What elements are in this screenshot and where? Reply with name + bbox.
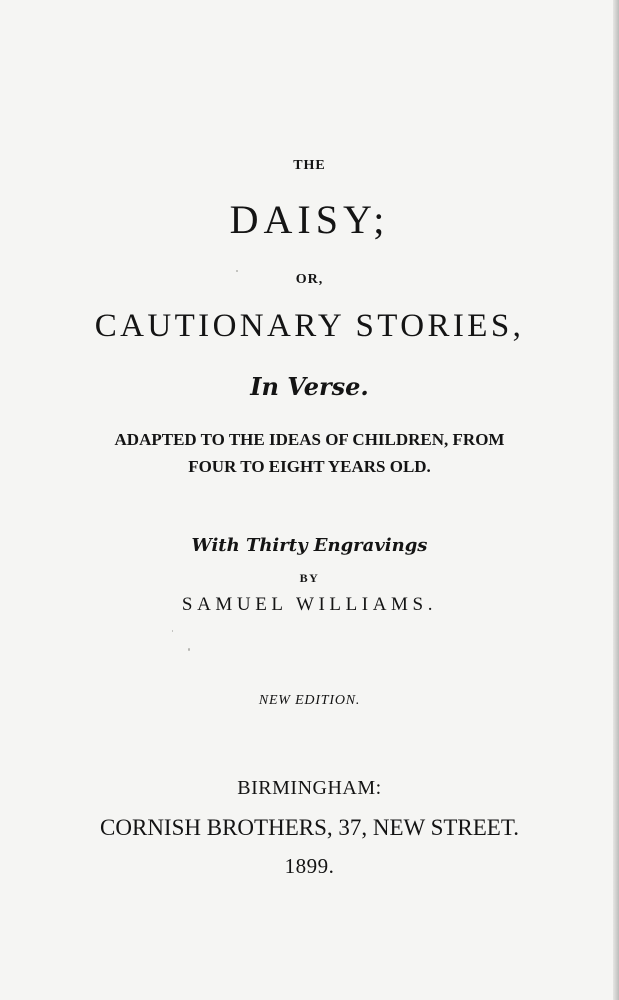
audience-line-1: ADAPTED TO THE IDEAS OF CHILDREN, FROM bbox=[114, 430, 505, 449]
edition-label: NEW EDITION. bbox=[258, 693, 361, 708]
page-edge-shadow bbox=[613, 0, 619, 1000]
in-verse-label: In Verse. bbox=[250, 372, 369, 401]
by-label: BY bbox=[299, 571, 320, 585]
book-subtitle: CAUTIONARY STORIES, bbox=[94, 308, 525, 344]
paper-speck bbox=[188, 648, 190, 651]
publication-year: 1899. bbox=[284, 854, 335, 878]
engravings-note: With Thirty Engravings bbox=[191, 535, 428, 556]
book-title: DAISY; bbox=[229, 197, 390, 242]
paper-speck bbox=[172, 630, 173, 632]
publisher-city: BIRMINGHAM: bbox=[237, 777, 382, 799]
title-article: THE bbox=[293, 158, 326, 173]
audience-line-2: FOUR TO EIGHT YEARS OLD. bbox=[188, 457, 431, 476]
publisher-name: CORNISH BROTHERS, 37, NEW STREET. bbox=[100, 815, 519, 840]
author-name: SAMUEL WILLIAMS. bbox=[181, 594, 438, 615]
title-conjunction: OR, bbox=[295, 272, 324, 287]
